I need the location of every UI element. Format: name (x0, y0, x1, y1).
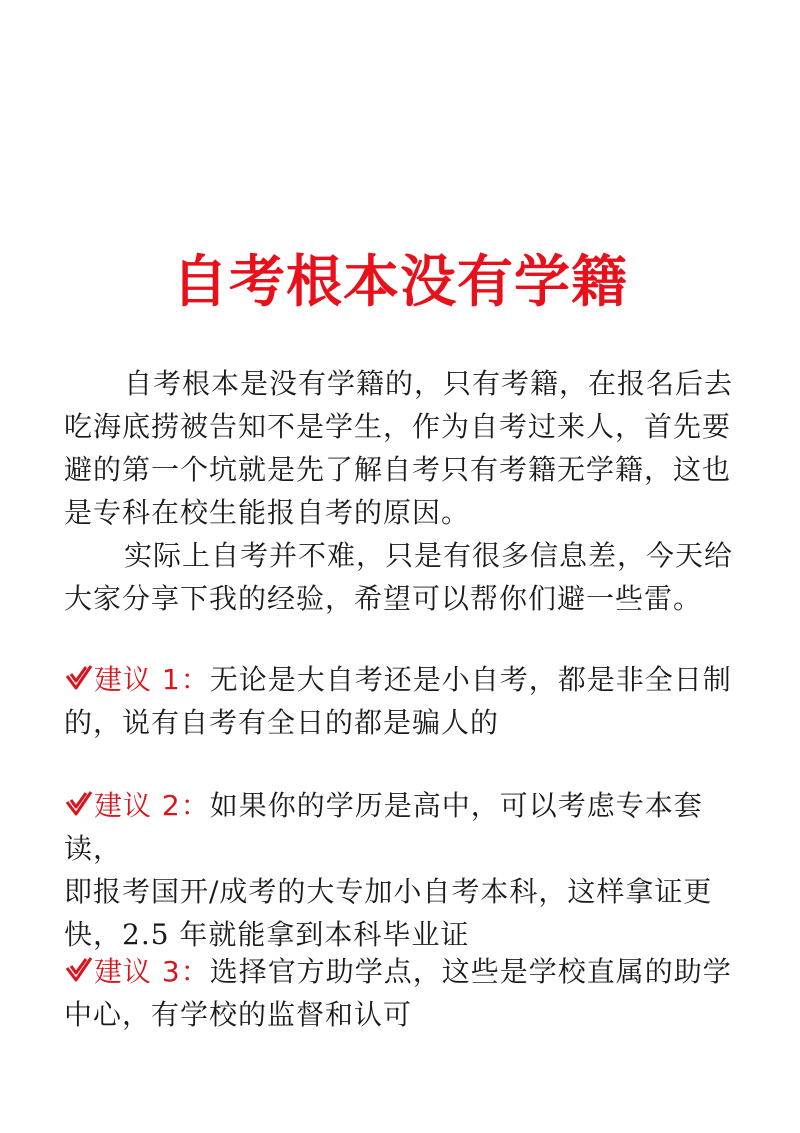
text-line: 自考根本是没有学籍的，只有考籍，在报名后去 (124, 367, 734, 400)
intro-paragraph-1 (64, 362, 744, 534)
tip-text: 如果你的学历是高中，可以考虑专本套读， (64, 789, 703, 865)
tip-label: 建议 3： (94, 955, 210, 988)
text-line: 快，2.5 年就能拿到本科毕业证 (64, 918, 470, 951)
check-icon (64, 788, 94, 818)
tip-text: 无论是大自考还是小自考，都是非全日制 (209, 663, 732, 696)
text-line: 避的第一个坑就是先了解自考只有考籍无学籍，这也 (64, 453, 732, 486)
text-line: 是专科在校生能报自考的原因。 (64, 496, 471, 529)
text-line: 即报考国开/成考的大专加小自考本科，这样拿证更 (64, 875, 713, 908)
text-line: 的，说有自考有全日的都是骗人的 (64, 706, 500, 739)
intro-paragraph-2 (64, 534, 744, 620)
check-icon (64, 954, 94, 984)
check-icon (64, 662, 94, 692)
tip-2 (64, 784, 744, 956)
text-line: 吃海底捞被告知不是学生，作为自考过来人，首先要 (64, 410, 732, 443)
text-line: 中心，有学校的监督和认可 (64, 998, 413, 1031)
text-line: 实际上自考并不难，只是有很多信息差，今天给 (124, 539, 734, 572)
page-title: 自考根本没有学籍 (172, 250, 628, 315)
tip-3 (64, 950, 744, 1036)
tip-label: 建议 2： (94, 789, 210, 822)
tip-label: 建议 1： (94, 663, 210, 696)
tip-1 (64, 658, 744, 744)
tip-text: 选择官方助学点，这些是学校直属的助学 (209, 955, 732, 988)
text-line: 大家分享下我的经验，希望可以帮你们避一些雷。 (64, 582, 703, 615)
